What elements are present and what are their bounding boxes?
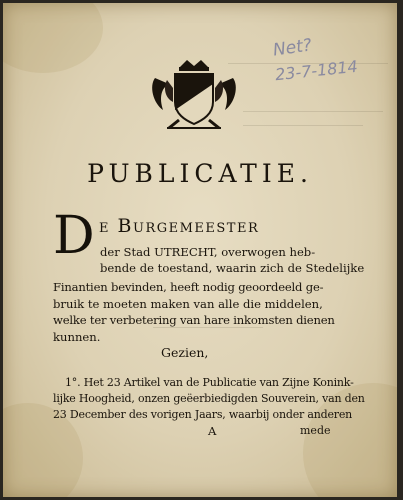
heading-burgemeester: e Burgemeester xyxy=(99,215,260,237)
pencil-note: Net? xyxy=(271,35,314,61)
paragraph-line: bende de toestand, waarin zich de Stedelijke xyxy=(100,261,365,275)
coat-of-arms-emblem xyxy=(149,58,239,133)
document-page xyxy=(3,3,397,497)
paper-stain xyxy=(3,3,103,73)
paragraph-line: der Stad UTRECHT, overwogen heb- xyxy=(100,245,316,259)
pencil-date: 23-7-1814 xyxy=(274,56,359,85)
paragraph-line: welke ter verbetering van hare inkomsten dienen xyxy=(53,313,335,327)
gezien-label: Gezien, xyxy=(161,345,209,360)
paragraph-line: kunnen. xyxy=(53,330,101,344)
signature-mark: A xyxy=(208,424,217,438)
article-line: 23 December des vorigen Jaars, waarbij onder anderen xyxy=(53,408,353,421)
paragraph-line: bruik te moeten maken van alle die middelen, xyxy=(53,297,323,311)
document-title: PUBLICATIE. xyxy=(87,159,313,188)
catchword: mede xyxy=(300,424,331,437)
article-line: lijke Hoogheid, onzen geëerbiedigden Souverein, van den xyxy=(53,392,365,405)
article-line: 1°. Het 23 Artikel van de Publicatie van Zijne Konink- xyxy=(65,376,354,389)
drop-cap: D xyxy=(53,206,95,266)
paragraph-line: Finantien bevinden, heeft nodig geoordeeld ge- xyxy=(53,280,324,294)
